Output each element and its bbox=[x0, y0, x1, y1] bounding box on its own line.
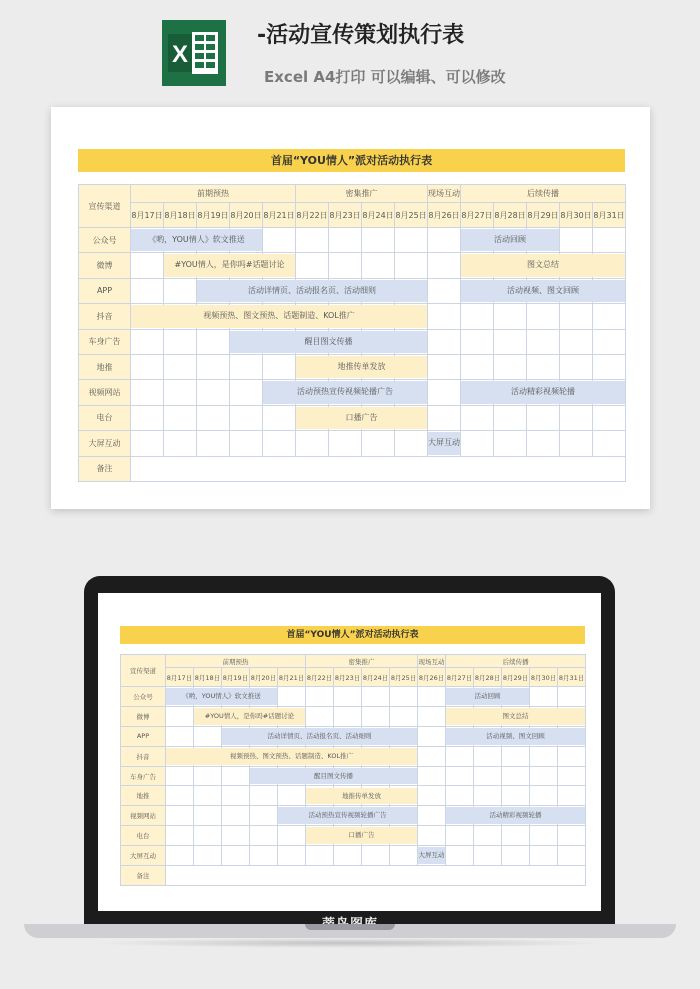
phase-header: 现场互动 bbox=[428, 185, 461, 203]
task-bar[interactable]: 活动预热宣传视频轮播广告 bbox=[278, 807, 417, 824]
schedule-cell[interactable] bbox=[527, 329, 560, 354]
schedule-cell[interactable] bbox=[593, 405, 626, 430]
schedule-cell[interactable] bbox=[250, 846, 278, 866]
task-bar[interactable]: 活动视频、图文回顾 bbox=[461, 280, 625, 302]
schedule-cell[interactable] bbox=[131, 329, 164, 354]
schedule-cell[interactable] bbox=[390, 687, 418, 707]
date-header: 8月23日 bbox=[334, 668, 362, 687]
channel-label: 大屏互动 bbox=[121, 846, 166, 866]
schedule-cell[interactable] bbox=[395, 228, 428, 253]
schedule-cell[interactable] bbox=[164, 278, 197, 303]
schedule-cell[interactable] bbox=[390, 706, 418, 726]
sheet-preview-small bbox=[120, 626, 585, 885]
task-bar[interactable]: 醒目图文传播 bbox=[250, 768, 417, 785]
channel-row bbox=[79, 456, 626, 481]
date-header: 8月27日 bbox=[446, 668, 474, 687]
schedule-cell[interactable] bbox=[278, 687, 306, 707]
task-bar[interactable]: 大屏互动 bbox=[428, 432, 460, 454]
schedule-cell[interactable] bbox=[278, 826, 306, 846]
schedule-cell[interactable] bbox=[418, 786, 446, 806]
schedule-cell[interactable] bbox=[530, 687, 558, 707]
schedule-cell[interactable] bbox=[474, 846, 502, 866]
schedule-cell[interactable] bbox=[164, 431, 197, 456]
date-header: 8月22日 bbox=[296, 203, 329, 228]
laptop-screen bbox=[98, 593, 601, 911]
schedule-cell[interactable] bbox=[222, 846, 250, 866]
schedule-cell[interactable] bbox=[502, 846, 530, 866]
date-header: 8月27日 bbox=[461, 203, 494, 228]
schedule-cell[interactable] bbox=[560, 431, 593, 456]
phase-header: 后续传播 bbox=[461, 185, 626, 203]
schedule-cell[interactable] bbox=[334, 706, 362, 726]
schedule-cell[interactable] bbox=[131, 354, 164, 379]
schedule-cell[interactable] bbox=[530, 786, 558, 806]
channel-label: 车身广告 bbox=[121, 766, 166, 786]
schedule-cell[interactable] bbox=[461, 304, 494, 329]
phase-header: 后续传播 bbox=[446, 655, 586, 668]
schedule-cell[interactable] bbox=[362, 228, 395, 253]
schedule-cell[interactable] bbox=[428, 304, 461, 329]
schedule-cell[interactable] bbox=[560, 405, 593, 430]
schedule-cell[interactable] bbox=[306, 706, 334, 726]
task-bar[interactable]: 《哟，YOU情人》软文推送 bbox=[131, 229, 262, 251]
channel-label: 视频网站 bbox=[79, 380, 131, 405]
schedule-cell[interactable] bbox=[502, 826, 530, 846]
schedule-cell[interactable] bbox=[418, 746, 446, 766]
schedule-cell[interactable] bbox=[418, 766, 446, 786]
schedule-cell[interactable] bbox=[558, 846, 586, 866]
schedule-cell[interactable] bbox=[194, 826, 222, 846]
schedule-cell[interactable] bbox=[502, 766, 530, 786]
sheet-preview-large bbox=[78, 149, 625, 481]
task-bar[interactable]: 活动视频、图文回顾 bbox=[446, 728, 585, 745]
schedule-cell[interactable] bbox=[558, 746, 586, 766]
schedule-cell[interactable] bbox=[278, 846, 306, 866]
schedule-cell[interactable] bbox=[418, 806, 446, 826]
channel-label: 地推 bbox=[121, 786, 166, 806]
schedule-cell[interactable] bbox=[390, 846, 418, 866]
schedule-cell[interactable] bbox=[428, 354, 461, 379]
schedule-cell[interactable] bbox=[263, 431, 296, 456]
phase-header: 密集推广 bbox=[306, 655, 418, 668]
schedule-cell[interactable] bbox=[131, 253, 164, 278]
schedule-cell[interactable] bbox=[446, 826, 474, 846]
date-header: 8月22日 bbox=[306, 668, 334, 687]
schedule-cell[interactable] bbox=[446, 766, 474, 786]
channel-label: 电台 bbox=[121, 826, 166, 846]
schedule-cell[interactable] bbox=[560, 329, 593, 354]
schedule-cell[interactable] bbox=[263, 228, 296, 253]
schedule-cell[interactable] bbox=[131, 278, 164, 303]
task-bar[interactable]: 视频预热、图文预热、话题制造、KOL推广 bbox=[131, 305, 427, 327]
schedule-cell[interactable] bbox=[164, 329, 197, 354]
schedule-cell[interactable] bbox=[329, 228, 362, 253]
schedule-cell[interactable] bbox=[362, 687, 390, 707]
schedule-cell[interactable] bbox=[166, 806, 194, 826]
task-bar[interactable]: 活动预热宣传视频轮播广告 bbox=[263, 381, 427, 403]
date-header: 8月31日 bbox=[593, 203, 626, 228]
channel-row bbox=[121, 866, 586, 886]
schedule-cell[interactable] bbox=[306, 687, 334, 707]
schedule-cell[interactable] bbox=[166, 766, 194, 786]
schedule-cell[interactable] bbox=[474, 766, 502, 786]
schedule-cell[interactable] bbox=[131, 431, 164, 456]
date-header: 8月17日 bbox=[131, 203, 164, 228]
schedule-cell[interactable] bbox=[194, 806, 222, 826]
svg-text:X: X bbox=[171, 41, 189, 68]
task-bar[interactable]: 图文总结 bbox=[446, 708, 585, 725]
schedule-cell[interactable] bbox=[494, 405, 527, 430]
date-header: 8月25日 bbox=[395, 203, 428, 228]
schedule-cell[interactable] bbox=[494, 329, 527, 354]
schedule-cell[interactable] bbox=[461, 329, 494, 354]
schedule-cell[interactable] bbox=[222, 826, 250, 846]
schedule-cell[interactable] bbox=[278, 786, 306, 806]
schedule-cell[interactable] bbox=[418, 726, 446, 746]
schedule-cell[interactable] bbox=[197, 329, 230, 354]
schedule-cell[interactable] bbox=[494, 431, 527, 456]
schedule-cell[interactable] bbox=[593, 431, 626, 456]
date-header: 8月28日 bbox=[474, 668, 502, 687]
task-bar[interactable]: 大屏互动 bbox=[418, 847, 445, 864]
schedule-cell[interactable] bbox=[428, 405, 461, 430]
schedule-cell[interactable] bbox=[593, 304, 626, 329]
schedule-cell[interactable] bbox=[263, 405, 296, 430]
channel-label: 大屏互动 bbox=[79, 431, 131, 456]
schedule-cell[interactable] bbox=[194, 786, 222, 806]
excel-icon bbox=[162, 20, 226, 86]
channel-label: 公众号 bbox=[79, 228, 131, 253]
schedule-cell[interactable] bbox=[428, 380, 461, 405]
date-header: 8月30日 bbox=[560, 203, 593, 228]
schedule-cell[interactable] bbox=[166, 786, 194, 806]
task-bar[interactable]: 活动详情页、活动报名页、活动细则 bbox=[222, 728, 417, 745]
schedule-cell[interactable] bbox=[296, 228, 329, 253]
schedule-cell[interactable] bbox=[296, 431, 329, 456]
schedule-cell[interactable] bbox=[560, 304, 593, 329]
phase-header: 前期预热 bbox=[166, 655, 306, 668]
schedule-cell[interactable] bbox=[166, 706, 194, 726]
schedule-cell[interactable] bbox=[530, 826, 558, 846]
task-bar[interactable]: 地推传单发放 bbox=[296, 356, 427, 378]
laptop-shadow bbox=[90, 938, 610, 948]
schedule-cell[interactable] bbox=[527, 405, 560, 430]
schedule-cell[interactable] bbox=[502, 746, 530, 766]
page-header bbox=[0, 0, 700, 104]
schedule-cell[interactable] bbox=[131, 405, 164, 430]
schedule-cell[interactable] bbox=[530, 746, 558, 766]
date-header: 8月23日 bbox=[329, 203, 362, 228]
schedule-cell[interactable] bbox=[428, 329, 461, 354]
schedule-cell[interactable] bbox=[558, 786, 586, 806]
channel-label: 备注 bbox=[79, 456, 131, 481]
schedule-cell[interactable] bbox=[593, 354, 626, 379]
schedule-cell[interactable] bbox=[329, 253, 362, 278]
schedule-cell[interactable] bbox=[334, 687, 362, 707]
channel-label: 车身广告 bbox=[79, 329, 131, 354]
schedule-cell[interactable] bbox=[527, 354, 560, 379]
sheet-title-banner: 首届“YOU情人”派对活动执行表 bbox=[78, 149, 625, 172]
channel-label: 抖音 bbox=[121, 746, 166, 766]
date-header: 8月20日 bbox=[250, 668, 278, 687]
schedule-cell[interactable] bbox=[250, 806, 278, 826]
schedule-cell[interactable] bbox=[296, 253, 329, 278]
schedule-cell[interactable] bbox=[530, 846, 558, 866]
channel-label: 抖音 bbox=[79, 304, 131, 329]
schedule-cell[interactable] bbox=[527, 304, 560, 329]
schedule-cell[interactable] bbox=[164, 380, 197, 405]
date-header: 8月29日 bbox=[502, 668, 530, 687]
phase-header: 前期预热 bbox=[131, 185, 296, 203]
schedule-cell[interactable] bbox=[593, 228, 626, 253]
schedule-cell[interactable] bbox=[527, 431, 560, 456]
schedule-cell[interactable] bbox=[362, 253, 395, 278]
task-bar[interactable]: 醒目图文传播 bbox=[230, 331, 427, 353]
sheet-title-banner: 首届“YOU情人”派对活动执行表 bbox=[120, 626, 585, 644]
date-header: 8月18日 bbox=[194, 668, 222, 687]
task-bar[interactable]: 活动详情页、活动报名页、活动细则 bbox=[197, 280, 427, 302]
corner-header: 宣传渠道 bbox=[79, 185, 131, 228]
task-bar[interactable]: #YOU情人，是你吗#话题讨论 bbox=[194, 708, 305, 725]
task-bar[interactable]: 口播广告 bbox=[296, 407, 427, 429]
schedule-cell[interactable] bbox=[446, 746, 474, 766]
schedule-cell[interactable] bbox=[395, 431, 428, 456]
schedule-cell[interactable] bbox=[194, 726, 222, 746]
schedule-cell[interactable] bbox=[428, 278, 461, 303]
date-header: 8月20日 bbox=[230, 203, 263, 228]
schedule-cell[interactable] bbox=[362, 846, 390, 866]
schedule-cell[interactable] bbox=[166, 826, 194, 846]
schedule-cell[interactable] bbox=[306, 846, 334, 866]
schedule-cell[interactable] bbox=[362, 431, 395, 456]
channel-label: APP bbox=[121, 726, 166, 746]
task-bar[interactable]: 活动回顾 bbox=[461, 229, 559, 251]
schedule-cell[interactable] bbox=[560, 228, 593, 253]
schedule-cell[interactable] bbox=[230, 431, 263, 456]
date-header: 8月28日 bbox=[494, 203, 527, 228]
schedule-cell[interactable] bbox=[461, 354, 494, 379]
phase-header: 现场互动 bbox=[418, 655, 446, 668]
schedule-cell[interactable] bbox=[461, 405, 494, 430]
channel-label: 电台 bbox=[79, 405, 131, 430]
schedule-cell[interactable] bbox=[474, 786, 502, 806]
schedule-cell[interactable] bbox=[418, 826, 446, 846]
schedule-cell[interactable] bbox=[329, 431, 362, 456]
schedule-cell[interactable] bbox=[558, 687, 586, 707]
schedule-cell[interactable] bbox=[230, 380, 263, 405]
schedule-cell[interactable] bbox=[166, 726, 194, 746]
schedule-cell[interactable] bbox=[164, 354, 197, 379]
schedule-cell[interactable] bbox=[197, 431, 230, 456]
schedule-cell[interactable] bbox=[530, 766, 558, 786]
date-header: 8月30日 bbox=[530, 668, 558, 687]
date-header: 8月25日 bbox=[390, 668, 418, 687]
channel-row bbox=[121, 846, 586, 866]
schedule-cell[interactable] bbox=[197, 405, 230, 430]
schedule-cell[interactable] bbox=[230, 405, 263, 430]
corner-header: 宣传渠道 bbox=[121, 655, 166, 687]
task-bar[interactable]: 口播广告 bbox=[306, 827, 417, 844]
schedule-cell[interactable] bbox=[593, 329, 626, 354]
schedule-cell[interactable] bbox=[263, 354, 296, 379]
schedule-cell[interactable] bbox=[194, 846, 222, 866]
task-bar[interactable]: 视频预热、图文预热、话题制造、KOL推广 bbox=[166, 748, 417, 765]
schedule-cell[interactable] bbox=[197, 380, 230, 405]
date-header: 8月19日 bbox=[222, 668, 250, 687]
phase-header: 密集推广 bbox=[296, 185, 428, 203]
schedule-cell[interactable] bbox=[131, 380, 164, 405]
schedule-cell[interactable] bbox=[250, 786, 278, 806]
schedule-cell[interactable] bbox=[494, 304, 527, 329]
laptop-notch bbox=[305, 924, 395, 930]
channel-row bbox=[79, 431, 626, 456]
task-bar[interactable]: 《哟，YOU情人》软文推送 bbox=[166, 688, 277, 705]
schedule-cell[interactable] bbox=[502, 786, 530, 806]
page-title: -活动宣传策划执行表 bbox=[257, 23, 465, 48]
schedule-cell[interactable] bbox=[222, 806, 250, 826]
channel-label: 微博 bbox=[121, 706, 166, 726]
channel-label: 视频网站 bbox=[121, 806, 166, 826]
schedule-cell[interactable] bbox=[164, 405, 197, 430]
schedule-cell[interactable] bbox=[250, 826, 278, 846]
channel-label: 备注 bbox=[121, 866, 166, 886]
date-header: 8月26日 bbox=[428, 203, 461, 228]
schedule-cell[interactable] bbox=[494, 354, 527, 379]
date-header: 8月24日 bbox=[362, 668, 390, 687]
schedule-cell[interactable] bbox=[222, 766, 250, 786]
schedule-cell[interactable] bbox=[418, 706, 446, 726]
remarks-cell[interactable] bbox=[166, 866, 586, 886]
remarks-cell[interactable] bbox=[131, 456, 626, 481]
date-header: 8月31日 bbox=[558, 668, 586, 687]
date-header: 8月21日 bbox=[278, 668, 306, 687]
task-bar[interactable]: #YOU情人，是你吗#话题讨论 bbox=[164, 254, 295, 276]
date-header: 8月17日 bbox=[166, 668, 194, 687]
schedule-cell[interactable] bbox=[560, 354, 593, 379]
page-subtitle: Excel A4打印 可以编辑、可以修改 bbox=[264, 68, 506, 86]
schedule-cell[interactable] bbox=[461, 431, 494, 456]
date-header: 8月18日 bbox=[164, 203, 197, 228]
date-header: 8月19日 bbox=[197, 203, 230, 228]
schedule-cell[interactable] bbox=[230, 354, 263, 379]
schedule-cell[interactable] bbox=[558, 766, 586, 786]
date-header: 8月21日 bbox=[263, 203, 296, 228]
date-header: 8月26日 bbox=[418, 668, 446, 687]
schedule-cell[interactable] bbox=[474, 826, 502, 846]
task-bar[interactable]: 地推传单发放 bbox=[306, 788, 417, 805]
channel-label: APP bbox=[79, 278, 131, 303]
channel-label: 微博 bbox=[79, 253, 131, 278]
schedule-cell[interactable] bbox=[334, 846, 362, 866]
schedule-cell[interactable] bbox=[197, 354, 230, 379]
channel-label: 公众号 bbox=[121, 687, 166, 707]
schedule-cell[interactable] bbox=[446, 846, 474, 866]
schedule-cell[interactable] bbox=[446, 786, 474, 806]
schedule-cell[interactable] bbox=[428, 228, 461, 253]
schedule-cell[interactable] bbox=[474, 746, 502, 766]
channel-label: 地推 bbox=[79, 354, 131, 379]
task-bar[interactable]: 活动精彩视频轮播 bbox=[461, 381, 625, 403]
schedule-cell[interactable] bbox=[362, 706, 390, 726]
date-header: 8月29日 bbox=[527, 203, 560, 228]
task-bar[interactable]: 活动精彩视频轮播 bbox=[446, 807, 585, 824]
date-header: 8月24日 bbox=[362, 203, 395, 228]
schedule-cell[interactable] bbox=[395, 253, 428, 278]
task-bar[interactable]: 活动回顾 bbox=[446, 688, 529, 705]
schedule-cell[interactable] bbox=[194, 766, 222, 786]
schedule-cell[interactable] bbox=[166, 846, 194, 866]
schedule-cell[interactable] bbox=[222, 786, 250, 806]
schedule-cell[interactable] bbox=[558, 826, 586, 846]
schedule-cell[interactable] bbox=[418, 687, 446, 707]
schedule-cell[interactable] bbox=[428, 253, 461, 278]
task-bar[interactable]: 图文总结 bbox=[461, 254, 625, 276]
